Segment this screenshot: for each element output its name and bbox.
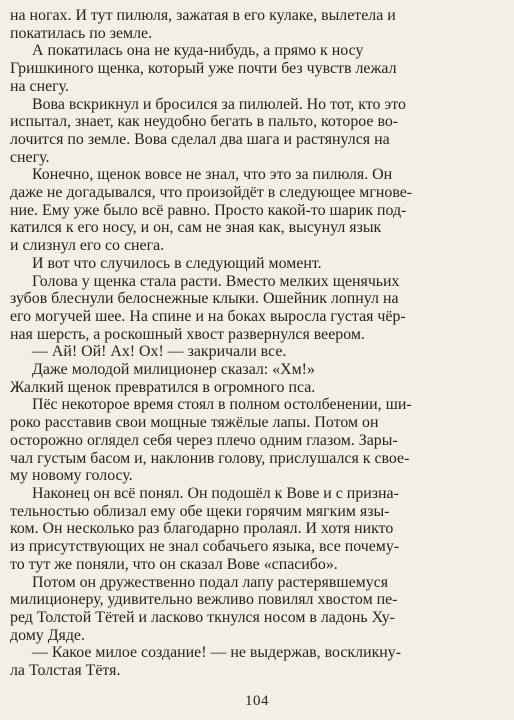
paragraph-pill-rolled: А покатилась она не куда-нибудь, а прямо к носу Гришкиного щенка, который уже почти без чувств лежал на снегу. — [10, 42, 397, 95]
page-text — [10, 7, 500, 680]
page-number: 104 — [245, 693, 269, 709]
paragraph-next-moment: И вот что случилось в следующий момент. — [32, 254, 322, 272]
paragraph-dog-gave-paw: Потом он дружественно подал лапу растерявшемуся милиционеру, удивительно вежливо повилял хвостом пе- ред Толстой Тётей и ласково ткнулся носом в ладонь Ху- дому Дяде. — [10, 573, 398, 644]
paragraph-fat-aunt-exclaimed: — Какое милое создание! — не выдержав, воскликну- ла Толстая Тётя. — [10, 644, 402, 680]
paragraph-continuation: на ногах. И тут пилюля, зажатая в его кулаке, вылетела и покатилась по земле. — [10, 7, 396, 42]
paragraph-puppy-ate-pill: Конечно, щенок вовсе не знал, что это за пилюля. Он даже не догадывался, что произойдёт в следующее мгнове- ние. Ему уже было всё равно. Просто какой-то шарик под- катился к его носу, и он, сам не зная как, высунул язык и слизнул его со снега. — [10, 166, 413, 255]
paragraph-dog-thanked: Наконец он всё понял. Он подошёл к Вове и с призна- тельностью облизал ему обе щеки горячим мягким язы- ком. Он несколько раз благодарно пролаял. И хотя никто из присутствующих не знал собачьего языка, все почему- то тут же поняли, что он сказал Вове «спасибо». — [10, 484, 400, 573]
paragraph-dog-stood: Пёс некоторое время стоял в полном остолбенении, ши- роко расставив свои мощные тяжёлые лапы. Потом он осторожно оглядел себя через плечо одним глазом. Зары- чал густым басом и, наклонив голову, прислушался к свое- му новому голосу. — [10, 396, 412, 485]
paragraph-puppy-grew: Голова у щенка стала расти. Вместо мелких щенячьих зубов блеснули белоснежные клыки. Ошейник лопнул на его могучей шее. На спине и на боках выросла густая чёр- ная шерсть, а роскошный хвост развернулся веером. — [10, 272, 406, 343]
paragraph-everyone-shouted: — Ай! Ой! Ах! Ох! — закричали все. — [32, 343, 287, 361]
paragraph-vova-fell: Вова вскрикнул и бросился за пилюлей. Но тот, кто это испытал, знает, как неудобно бегать в пальто, которое во- лочится по земле. Вова сделал два шага и растянулся на снегу. — [10, 95, 406, 166]
paragraph-policeman-said: Даже молодой милиционер сказал: «Хм!» — [32, 361, 315, 379]
paragraph-became-big-dog: Жалкий щенок превратился в огромного пса. — [10, 378, 316, 396]
